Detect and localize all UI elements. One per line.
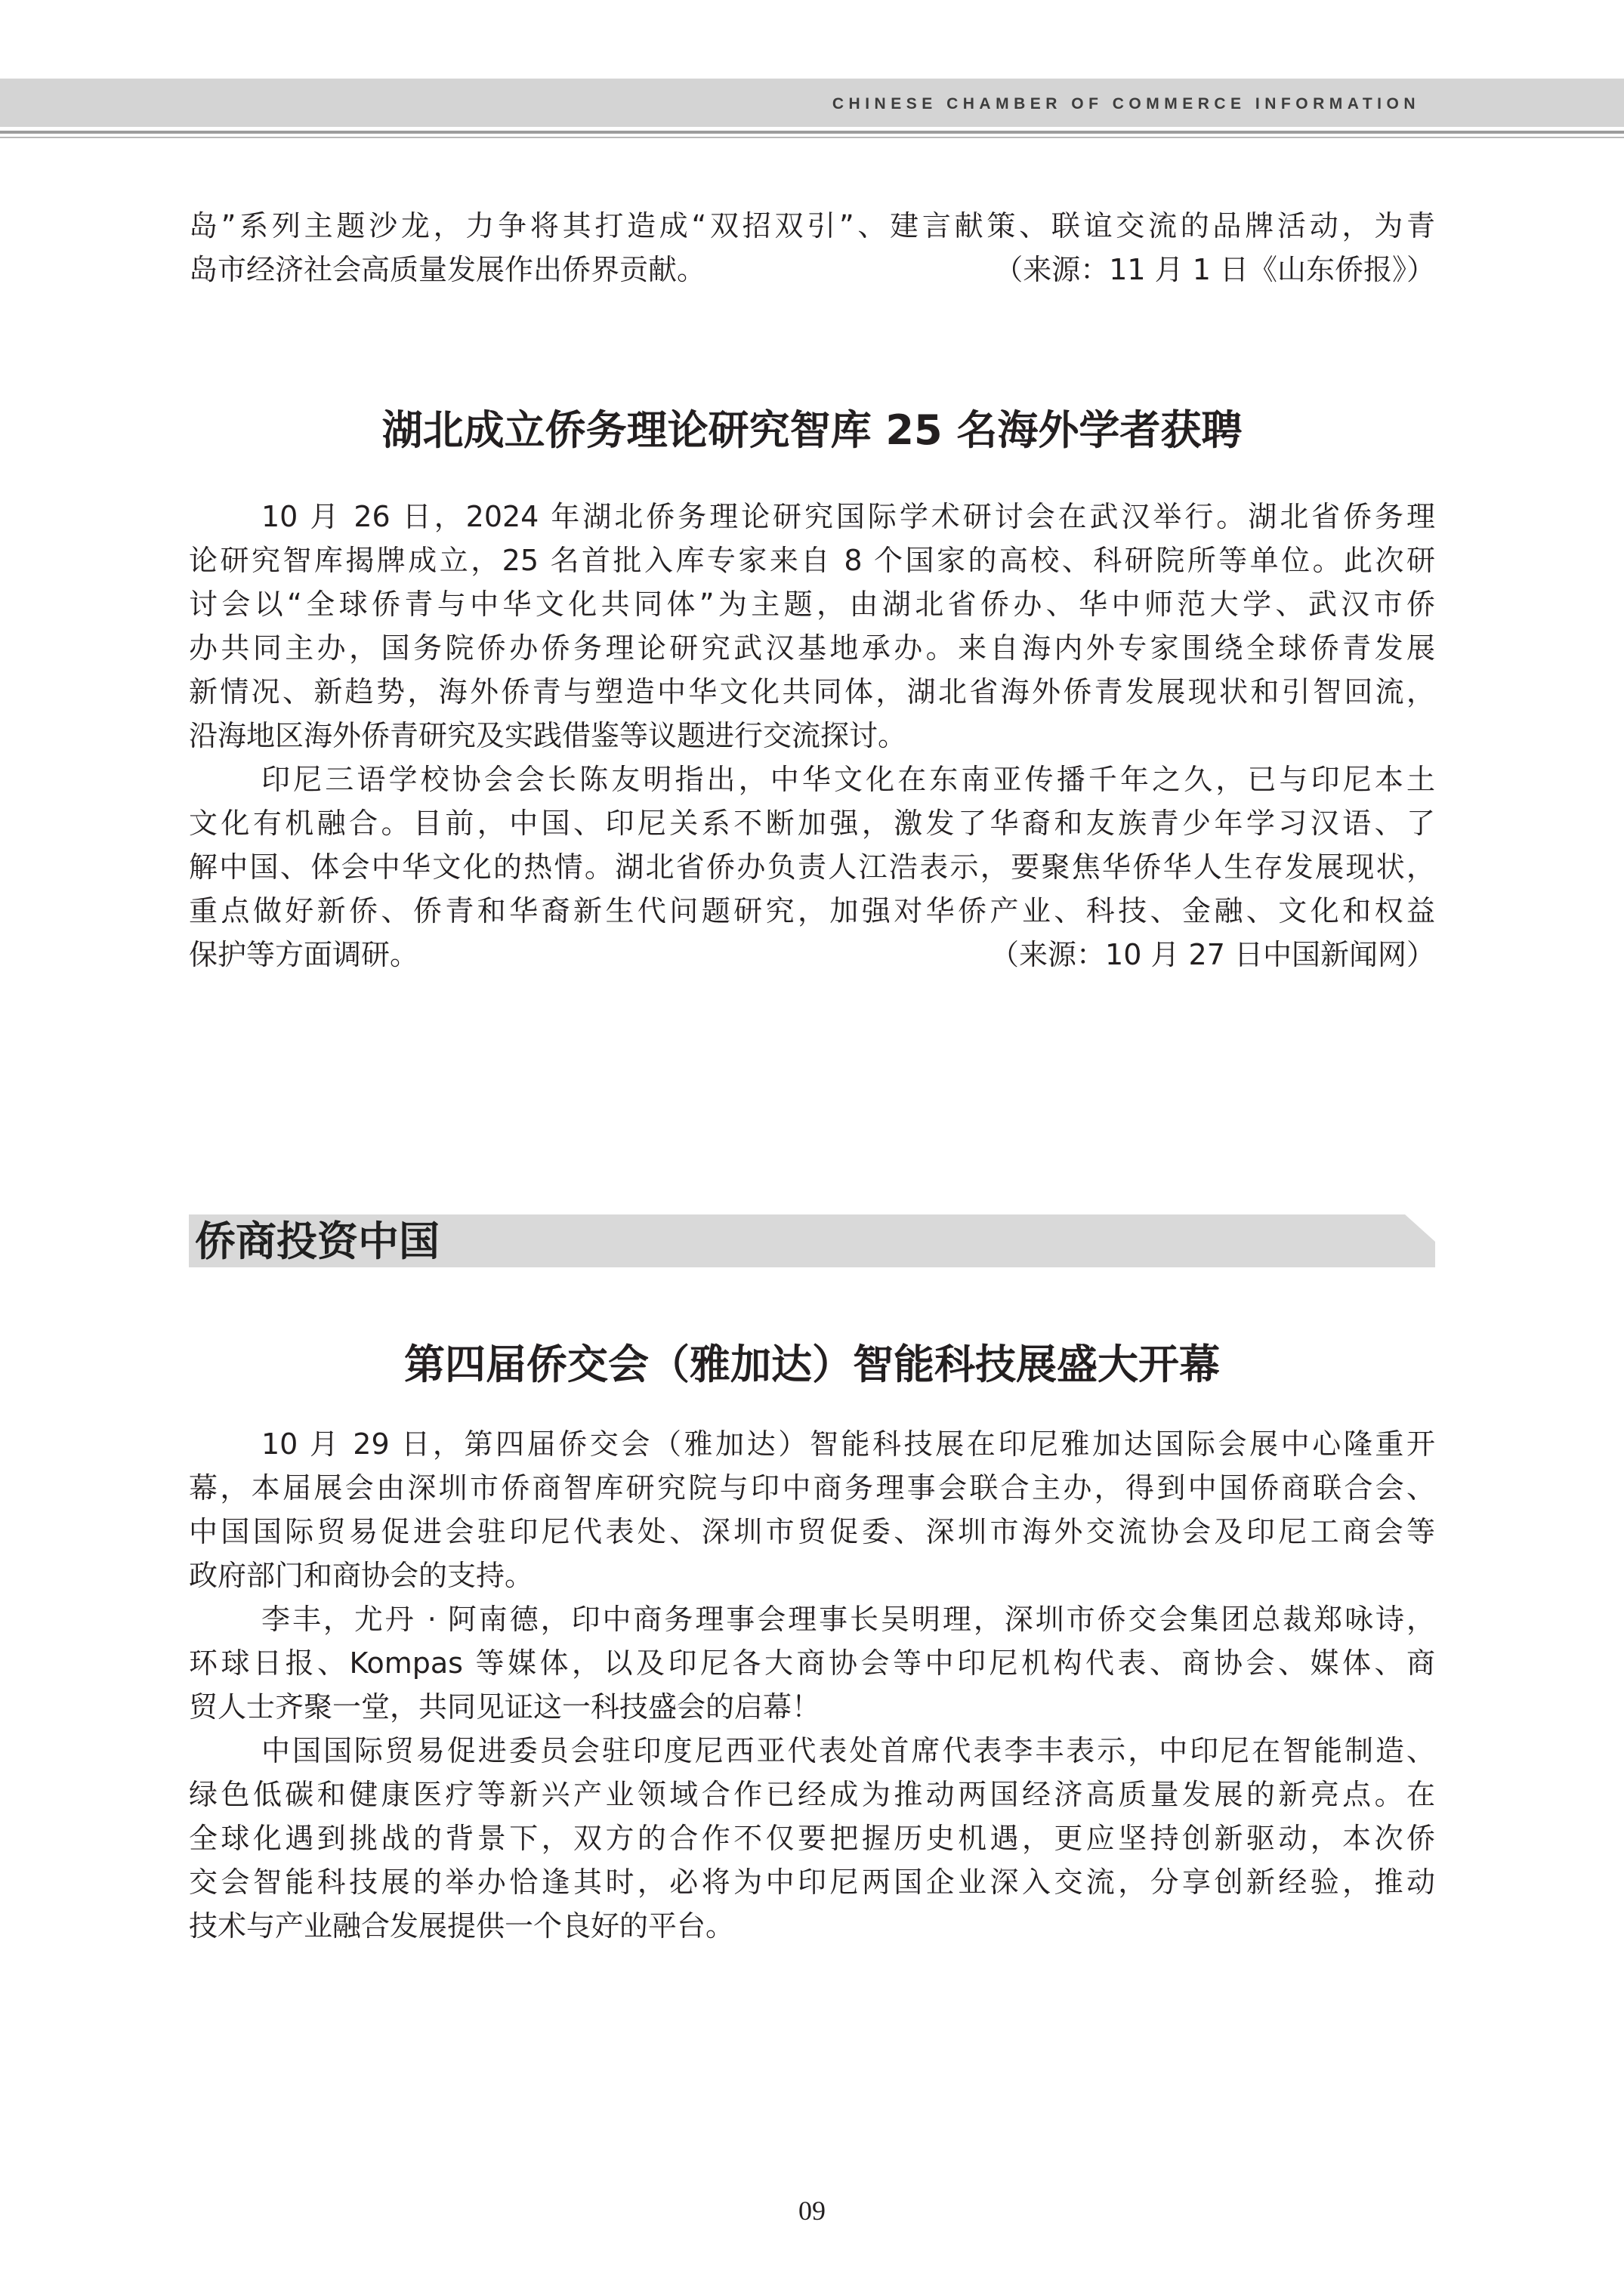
text-line — [189, 933, 1435, 977]
text-line: 环球日报、Kompas 等媒体，以及印尼各大商协会等中印尼机构代表、商协会、媒体、商 — [189, 1646, 1435, 1680]
header-rule — [0, 131, 1624, 134]
intro-paragraph — [189, 204, 1435, 292]
text-line-start: 岛市经济社会高质量发展作出侨界贡献。 — [189, 253, 706, 286]
text-line: 中国国际贸易促进委员会驻印度尼西亚代表处首席代表李丰表示，中印尼在智能制造、 — [261, 1734, 1435, 1767]
text-line: 新情况、新趋势，海外侨青与塑造中华文化共同体，湖北省海外侨青发展现状和引智回流， — [189, 675, 1435, 708]
section-title: 侨商投资中国 — [195, 1217, 440, 1265]
text-line: 交会智能科技展的举办恰逢其时，必将为中印尼两国企业深入交流，分享创新经验，推动 — [189, 1866, 1435, 1899]
text-line: 办共同主办，国务院侨办侨务理论研究武汉基地承办。来自海内外专家围绕全球侨青发展 — [189, 631, 1435, 665]
article-body — [189, 495, 1435, 977]
text-line: 岛”系列主题沙龙，力争将其打造成“双招双引”、建言献策、联谊交流的品牌活动，为青 — [189, 209, 1435, 242]
text-line: 讨会以“全球侨青与中华文化共同体”为主题，由湖北省侨办、华中师范大学、武汉市侨 — [189, 588, 1435, 621]
article-title: 第四届侨交会（雅加达）智能科技展盛大开幕 — [404, 1341, 1220, 1388]
text-line: 李丰，尤丹 · 阿南德，印中商务理事会理事长吴明理，深圳市侨交会集团总裁郑咏诗， — [261, 1603, 1435, 1636]
article-title: 湖北成立侨务理论研究智库 25 名海外学者获聘 — [381, 406, 1243, 454]
text-line-start: 保护等方面调研。 — [189, 938, 419, 971]
text-line: 解中国、体会中华文化的热情。湖北省侨办负责人江浩表示，要聚焦华侨华人生存发展现状， — [189, 850, 1435, 884]
text-line — [189, 248, 1435, 292]
source-citation: （来源：10 月 27 日中国新闻网） — [990, 938, 1435, 971]
page-number: 09 — [798, 2196, 826, 2226]
section-header-corner — [1405, 1214, 1435, 1242]
text-line: 沿海地区海外侨青研究及实践借鉴等议题进行交流探讨。 — [189, 719, 907, 752]
text-line: 幕，本届展会由深圳市侨商智库研究院与印中商务理事会联合主办，得到中国侨商联合会、 — [189, 1471, 1435, 1504]
text-line: 印尼三语学校协会会长陈友明指出，中华文化在东南亚传播千年之久，已与印尼本土 — [261, 763, 1435, 796]
running-header: CHINESE CHAMBER OF COMMERCE INFORMATION — [832, 95, 1420, 113]
text-line: 文化有机融合。目前，中国、印尼关系不断加强，激发了华裔和友族青少年学习汉语、了 — [189, 807, 1435, 840]
text-line: 绿色低碳和健康医疗等新兴产业领域合作已经成为推动两国经济高质量发展的新亮点。在 — [189, 1778, 1435, 1811]
text-line: 贸人士齐聚一堂，共同见证这一科技盛会的启幕！ — [189, 1690, 821, 1724]
text-line: 中国国际贸易促进会驻印尼代表处、深圳市贸促委、深圳市海外交流协会及印尼工商会等 — [189, 1515, 1435, 1548]
text-line: 10 月 29 日，第四届侨交会（雅加达）智能科技展在印尼雅加达国际会展中心隆重开 — [261, 1427, 1435, 1461]
text-line: 10 月 26 日，2024 年湖北侨务理论研究国际学术研讨会在武汉举行。湖北省侨务理 — [261, 500, 1435, 533]
text-line: 全球化遇到挑战的背景下，双方的合作不仅要把握历史机遇，更应坚持创新驱动，本次侨 — [189, 1822, 1435, 1855]
section-header — [189, 1214, 1435, 1267]
text-line: 技术与产业融合发展提供一个良好的平台。 — [189, 1909, 735, 1943]
header-rule-thin — [0, 137, 1624, 138]
text-line: 重点做好新侨、侨青和华裔新生代问题研究，加强对华侨产业、科技、金融、文化和权益 — [189, 894, 1435, 927]
source-citation: （来源：11 月 1 日《山东侨报》） — [994, 253, 1435, 286]
article-body — [189, 1422, 1435, 1948]
text-line: 政府部门和商协会的支持。 — [189, 1559, 534, 1592]
text-line: 论研究智库揭牌成立，25 名首批入库专家来自 8 个国家的高校、科研院所等单位。此次研 — [189, 544, 1435, 577]
